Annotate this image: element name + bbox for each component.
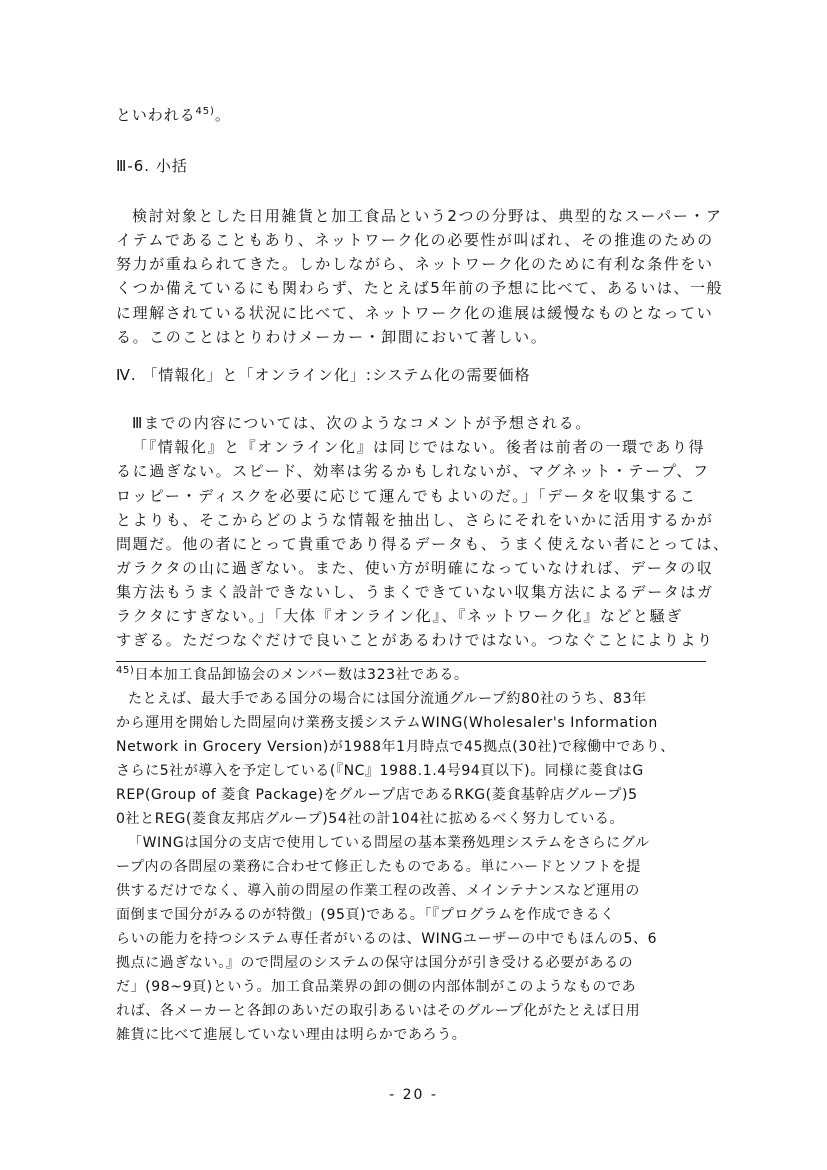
continuation-text: といわれる	[116, 106, 196, 124]
paragraph-line: 集方法もうまく設計できないし、うまくできていない収集方法によるデータはガ	[116, 583, 714, 601]
footnote-line: REP(Group of 菱食 Package)をグループ店であるRKG(菱食基幹店グループ)5	[116, 787, 638, 803]
paragraph-line: イテムであることもあり、ネットワーク化の必要性が叫ばれ、その推進のための	[116, 231, 714, 249]
footnote-line: 雑貨に比べて進展していない理由は明らかであろう。	[116, 1027, 467, 1043]
footnote-line: 0社とREG(菱食友邦店グループ)54社の計104社に拡めるべく努力している。	[116, 811, 625, 827]
page-number: - 20 -	[389, 1087, 438, 1103]
paragraph-line: る。このことはとりわけメーカー・卸間において著しい。	[116, 328, 548, 346]
paragraph-line: るに過ぎない。スピード、効率は劣るかもしれないが、マグネット・テープ、フ	[116, 462, 710, 480]
paragraph-line: ロッピー・ディスクを必要に応じて運んでもよいのだ。」「データを収集するこ	[116, 487, 697, 505]
continuation-line	[116, 104, 231, 126]
paragraph-line: 努力が重ねられてきた。しかしながら、ネットワーク化のために有利な条件をい	[116, 255, 714, 273]
continuation-punct: 。	[214, 106, 231, 124]
footnote-line	[116, 664, 469, 686]
footnote-reference: 45)	[195, 106, 215, 117]
footnote-line: 面倒まで国分がみるのが特徴」(95頁)である。「『プログラムを作成できるく	[116, 907, 615, 923]
paragraph-line: すぎる。ただつなぐだけで良いことがあるわけではない。つなぐことによりより	[116, 631, 714, 649]
footnote-line: らいの能力を持つシステム専任者がいるのは、WINGユーザーの中でもほんの5、6	[116, 931, 658, 947]
paragraph-line: 問題だ。他の者にとって貴重であり得るデータも、うまく使えない者にとっては、	[116, 535, 730, 553]
paragraph-line: 検討対象とした日用雑貨と加工食品という2つの分野は、典型的なスーパー・ア	[132, 207, 723, 225]
paragraph-line: に理解されている状況に比べて、ネットワーク化の進展は緩慢なものとなってい	[116, 304, 714, 322]
footnote-line: 「WINGは国分の支店で使用している問屋の基本業務処理システムをさらにグル	[128, 835, 650, 851]
footnote-line: れば、各メーカーと各卸のあいだの取引あるいはそのグループ化がたとえば日用	[116, 1003, 641, 1019]
footnote-line: Network in Grocery Version)が1988年1月時点で45拠点(30社)で稼働中であり、	[116, 739, 675, 755]
footnote-line: だ」(98~9頁)という。加工食品業界の卸の側の内部体制がこのようなものであ	[116, 979, 637, 995]
footnote-text: 日本加工食品卸協会のメンバー数は323社である。	[134, 667, 469, 683]
footnote-line: さらに5社が導入を予定している(『NC』1988.1.4号94頁以下)。同様に菱食はG	[116, 763, 644, 779]
section-heading-3-6: Ⅲ-6. 小括	[116, 157, 188, 175]
footnote-line: ープ内の各問屋の業務に合わせて修正したものである。単にハードとソフトを提	[116, 859, 641, 875]
footnote-line: 拠点に過ぎない。』ので問屋のシステムの保守は国分が引き受ける必要があるの	[116, 955, 634, 971]
paragraph-line: とよりも、そこからどのような情報を抽出し、さらにそれをいかに活用するかが	[116, 511, 714, 529]
paragraph-line: Ⅲまでの内容については、次のようなコメントが予想される。	[132, 414, 592, 432]
footnote-line: たとえば、最大手である国分の場合には国分流通グループ約80社のうち、83年	[128, 691, 647, 707]
footnote-line: 供するだけでなく、導入前の問屋の作業工程の改善、メインテナンスなど運用の	[116, 883, 640, 899]
paragraph-line: ガラクタの山に過ぎない。また、使い方が明確になっていなければ、データの収	[116, 559, 714, 577]
footnote-separator	[116, 661, 706, 662]
paragraph-line: ラクタにすぎない。」「大体『オンライン化』、『ネットワーク化』などと騒ぎ	[116, 607, 683, 625]
footnote-number: 45)	[116, 665, 135, 676]
paragraph-line: 「『情報化』と『オンライン化』は同じではない。後者は前者の一環であり得	[132, 438, 706, 456]
paragraph-line: くつか備えているにも関わらず、たとえば5年前の予想に比べて、あるいは、一般	[116, 279, 724, 297]
footnote-line: から運用を開始した問屋向け業務支援システムWING(Wholesaler's Information	[116, 715, 658, 731]
section-heading-4: Ⅳ. 「情報化」と「オンライン化」:システム化の需要価格	[116, 366, 531, 384]
